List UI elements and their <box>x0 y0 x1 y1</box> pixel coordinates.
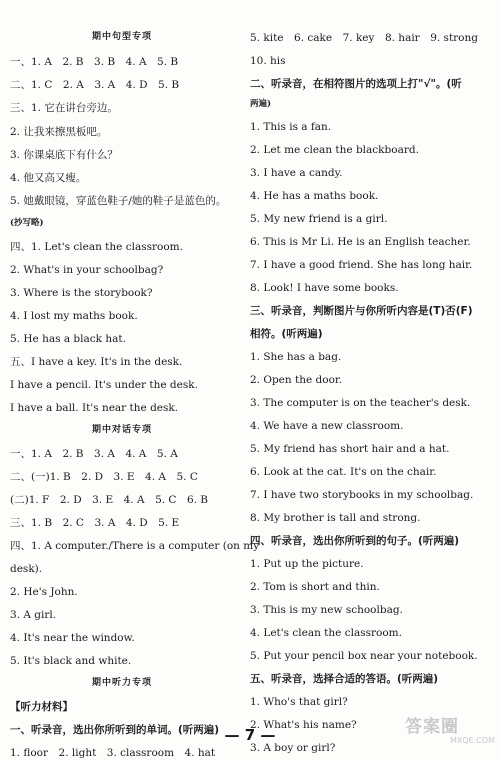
text-line: 2. 让我来擦黑板吧。 <box>10 126 108 138</box>
text-line: 二、1. C 2. A 3. A 4. D 5. B <box>10 79 180 91</box>
text-line: 8. My brother is tall and strong. <box>250 512 421 524</box>
watermark-logo <box>405 718 495 750</box>
text-line: 1. floor 2. light 3. classroom 4. hat <box>10 747 216 759</box>
text-line: desk). <box>10 563 43 575</box>
text-line: 三、1. B 2. C 3. A 4. D 5. E <box>10 517 180 529</box>
text-line: 4. Let's clean the classroom. <box>250 627 402 639</box>
question-heading: 一、听录音，选出你所听到的单词。(听两遍) <box>10 724 220 736</box>
text-line: 3. A girl. <box>10 609 57 621</box>
question-heading: 四、听录音，选出你所听到的句子。(听两遍) <box>250 535 460 547</box>
text-line: 2. Tom is short and thin. <box>250 581 380 593</box>
question-heading: 二、听录音，在相符图片的选项上打"√"。(听 <box>250 78 462 90</box>
section-heading: 期中句型专项 <box>91 32 152 42</box>
text-line: 7. I have a good friend. She has long hair. <box>250 259 473 271</box>
question-heading: 相符。(听两遍) <box>250 328 323 340</box>
text-line: 7. I have two storybooks in my schoolbag. <box>250 489 474 501</box>
text-line: 5. 她戴眼镜，穿蓝色鞋子/她的鞋子是蓝色的。 <box>10 195 227 207</box>
text-line: 3. I have a candy. <box>250 167 343 179</box>
text-line: 3. This is my new schoolbag. <box>250 604 403 616</box>
text-line: 一、1. A 2. B 3. A 4. A 5. A <box>10 448 178 460</box>
text-line: 6. This is Mr Li. He is an English teacher. <box>250 236 471 248</box>
section-heading: 期中对话专项 <box>91 425 152 435</box>
text-line: I have a pencil. It's under the desk. <box>10 379 198 391</box>
text-line: 2. What's in your schoolbag? <box>10 264 164 276</box>
question-heading: 三、听录音，判断图片与你所听内容是(T)否(F) <box>250 305 473 317</box>
text-line: 5. My new friend is a girl. <box>250 213 388 225</box>
text-line: 4. 他又高又瘦。 <box>10 172 87 184</box>
text-line: 3. 你课桌底下有什么？ <box>10 149 118 161</box>
text-line: (二)1. F 2. D 3. E 4. A 5. C 6. B <box>10 494 209 506</box>
text-line: 10. his <box>250 55 286 67</box>
watermark-url: MXQE.COM <box>449 736 495 745</box>
text-line: 五、I have a key. It's in the desk. <box>10 356 183 368</box>
text-line: 8. Look! I have some books. <box>250 282 399 294</box>
text-line: 5. It's black and white. <box>10 655 132 667</box>
question-heading: 【听力材料】 <box>10 701 73 713</box>
text-line: 1. This is a fan. <box>250 121 332 133</box>
text-line: 2. Open the door. <box>250 374 343 386</box>
text-line: 一、1. A 2. B 3. B 4. A 5. B <box>10 56 179 68</box>
text-line: 二、(一)1. B 2. D 3. E 4. A 5. C <box>10 471 198 483</box>
text-line: 4. He has a maths book. <box>250 190 379 202</box>
text-line: 3. A boy or girl? <box>250 742 336 754</box>
text-line: 5. kite 6. cake 7. key 8. hair 9. strong <box>250 32 478 44</box>
text-line: 4. I lost my maths book. <box>10 310 138 322</box>
text-line: 四、1. A computer./There is a computer (on my <box>10 540 260 552</box>
text-line: 6. Look at the cat. It's on the chair. <box>250 466 437 478</box>
text-line: 3. The computer is on the teacher's desk. <box>250 397 471 409</box>
text-line: 1. She has a bag. <box>250 351 342 363</box>
text-line: 三、1. 它在讲台旁边。 <box>10 102 118 114</box>
text-line: 2. He's John. <box>10 586 78 598</box>
text-line: I have a ball. It's near the desk. <box>10 402 179 414</box>
text-line: 5. Put your pencil box near your notebook. <box>250 650 478 662</box>
text-line: 两遍) <box>250 99 272 109</box>
text-line: 1. Put up the picture. <box>250 558 364 570</box>
text-line: 1. Who's that girl? <box>250 696 348 708</box>
text-line: 5. He has a black hat. <box>10 333 126 345</box>
section-heading: 期中听力专项 <box>91 678 152 688</box>
text-line: (抄写略) <box>10 218 44 228</box>
page-number: — 7 — <box>224 726 276 744</box>
text-line: 4. It's near the window. <box>10 632 135 644</box>
text-line: 2. What's his name? <box>250 719 357 731</box>
text-line: 2. Let me clean the blackboard. <box>250 144 419 156</box>
text-line: 5. My friend has short hair and a hat. <box>250 443 450 455</box>
text-line: 4. We have a new classroom. <box>250 420 404 432</box>
text-line: 3. Where is the storybook? <box>10 287 153 299</box>
question-heading: 五、听录音，选择合适的答语。(听两遍) <box>250 673 439 685</box>
watermark-text: 答案圈 <box>405 717 459 737</box>
text-line: 四、1. Let's clean the classroom. <box>10 241 183 253</box>
